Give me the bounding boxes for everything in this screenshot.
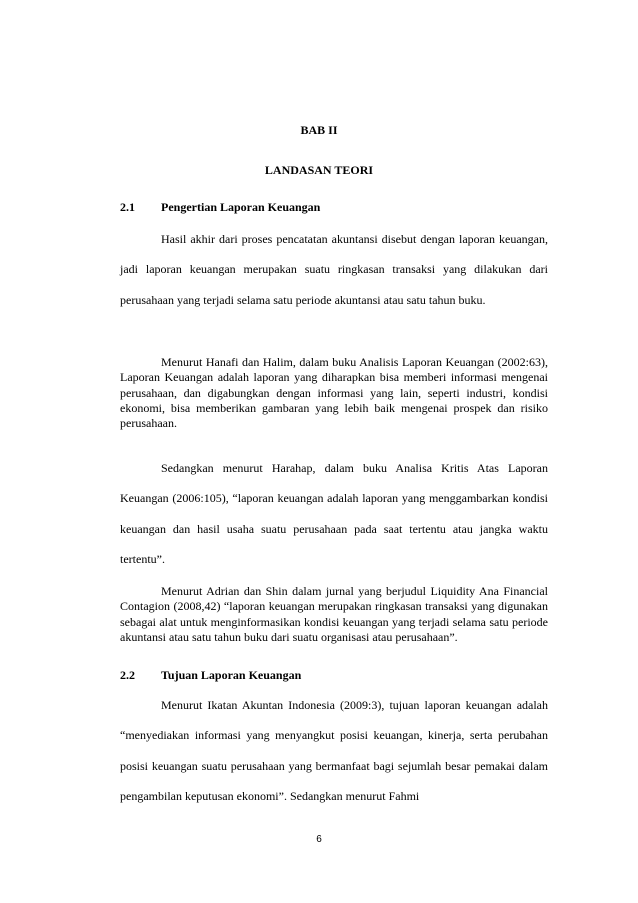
paragraph-adrian-shin: [120, 584, 548, 645]
paragraph-hanafi-halim: [120, 355, 548, 431]
paragraph-text: Menurut Adrian dan Shin dalam jurnal yang berjudul Liquidity Ana Financial Contagion (2008,42) “laporan keuangan merupakan ringkasan transaksi yang digunakan sebagai alat untuk menginformasikan kondisi keuangan yang terjadi selama satu periode akuntansi atau satu tahun buku dari suatu organisasi atau perusahaan”.: [120, 584, 548, 644]
section-heading-2-2: [120, 668, 301, 683]
section-heading-2-1: [120, 200, 320, 215]
paragraph-text: Menurut Hanafi dan Halim, dalam buku Analisis Laporan Keuangan (2002:63), Laporan Keuangan adalah laporan yang diharapkan bisa memberi informasi mengenai perusahaan, dan digabungkan dengan informasi yang lain, seperti industri, kondisi ekonomi, bisa memberikan gambaran yang lebih baik mengenai prospek dan risiko perusahaan.: [120, 355, 548, 431]
section-number: 2.2: [120, 668, 135, 682]
paragraph-text: Sedangkan menurut Harahap, dalam buku Analisa Kritis Atas Laporan Keuangan (2006:105), “laporan keuangan adalah laporan yang menggambarkan kondisi keuangan dan hasil usaha suatu perusahaan pada saat tertentu atau jangka waktu tertentu”.: [120, 461, 548, 566]
paragraph-iai: [120, 690, 548, 811]
page-number: 6: [316, 834, 322, 845]
paragraph-definition: [120, 224, 548, 315]
section-number: 2.1: [120, 200, 135, 214]
paragraph-text: Hasil akhir dari proses pencatatan akuntansi disebut dengan laporan keuangan, jadi laporan keuangan merupakan suatu ringkasan transaksi yang dilakukan dari perusahaan yang terjadi selama satu periode akuntansi atau satu tahun buku.: [120, 232, 548, 307]
chapter-title: LANDASAN TEORI: [264, 163, 374, 177]
section-title: Pengertian Laporan Keuangan: [161, 200, 321, 214]
paragraph-harahap: [120, 453, 548, 574]
paragraph-text: Menurut Ikatan Akuntan Indonesia (2009:3), tujuan laporan keuangan adalah “menyediakan informasi yang menyangkut posisi keuangan, kinerja, serta perubahan posisi keuangan suatu perusahaan yang bermanfaat bagi sejumlah besar pemakai dalam pengambilan keputusan ekonomi”. Sedangkan menurut Fahmi: [120, 698, 548, 803]
chapter-label: BAB II: [300, 123, 338, 137]
section-title: Tujuan Laporan Keuangan: [161, 668, 302, 682]
